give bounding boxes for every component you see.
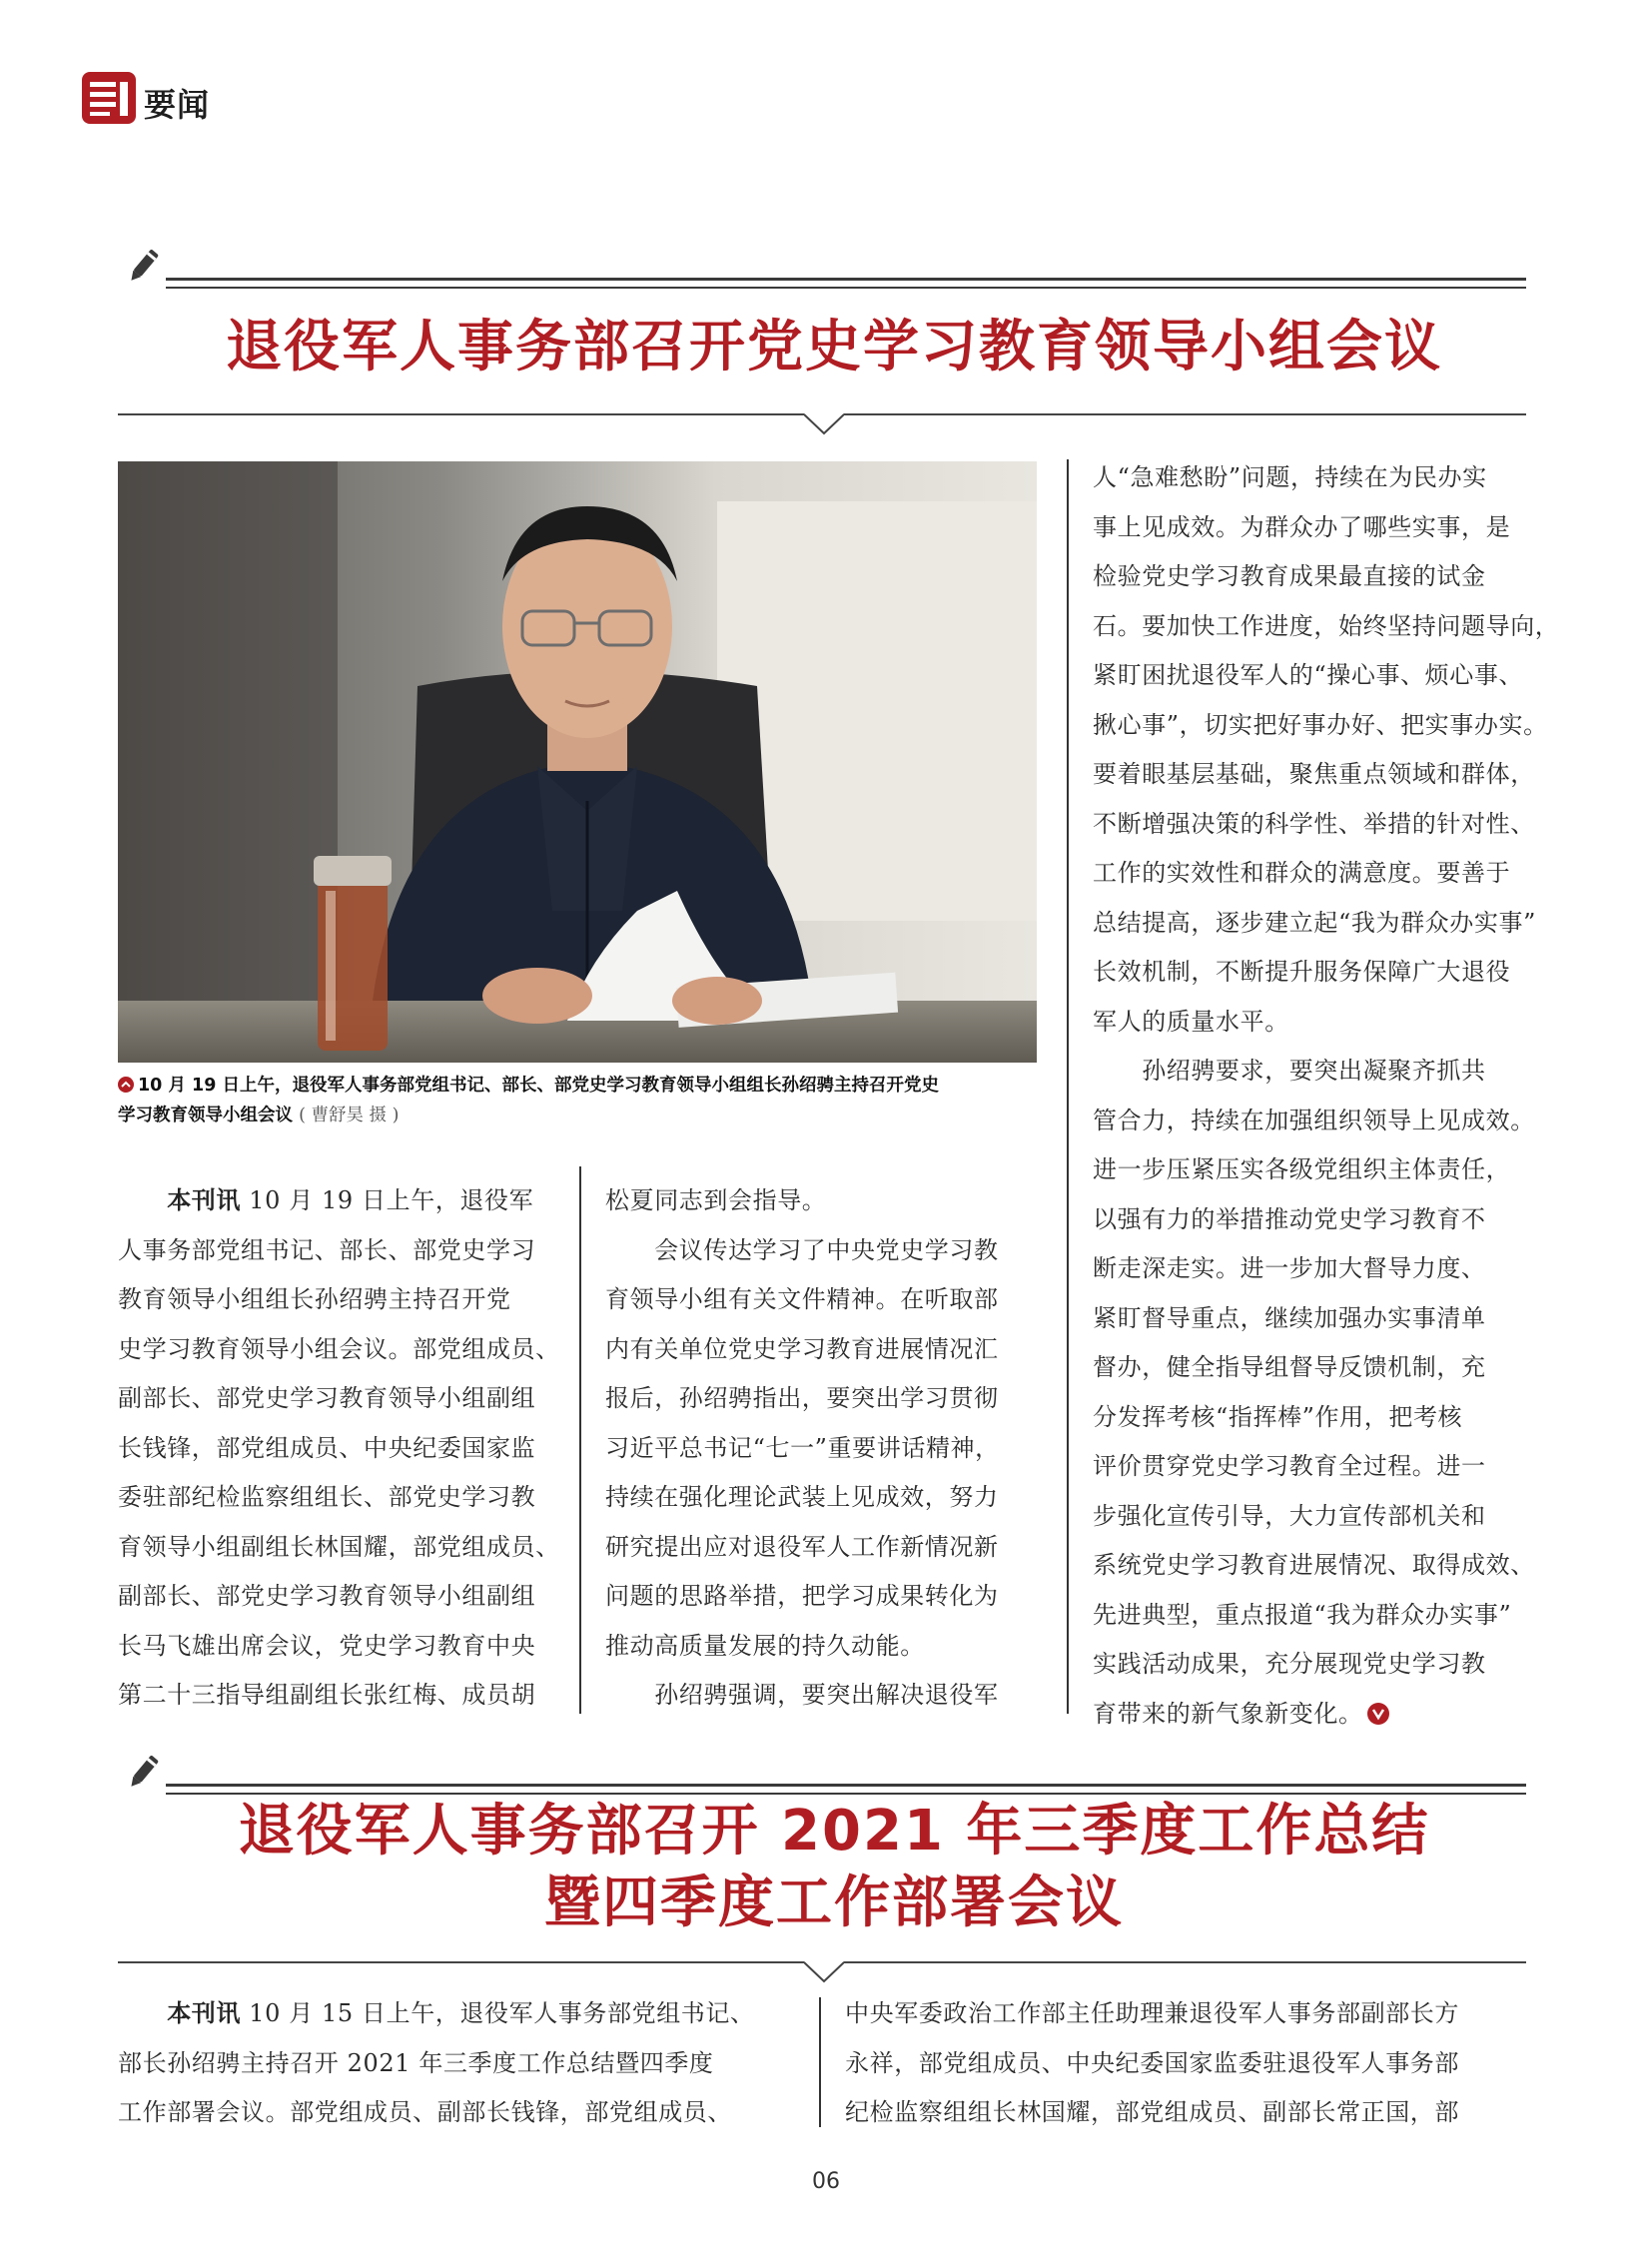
text-content: 实践活动成果，充分展现党史学习教 — [1093, 1650, 1486, 1678]
title-rule-top — [166, 1784, 1526, 1795]
text-line — [605, 1275, 1035, 1325]
text-line — [605, 1325, 1035, 1375]
notch-mark — [804, 1961, 844, 1985]
text-line — [118, 1523, 560, 1573]
text-line — [118, 1989, 797, 2039]
text-line — [1093, 651, 1532, 701]
column-separator — [819, 1997, 821, 2127]
text-content: 委驻部纪检监察组组长、部党史学习教 — [118, 1483, 536, 1511]
text-content: 副部长、部党史学习教育领导小组副组 — [118, 1384, 536, 1412]
text-line — [118, 1374, 547, 1424]
text-content: 石。要加快工作进度，始终坚持问题导向， — [1093, 611, 1560, 640]
article-title — [120, 1796, 1548, 1939]
meeting-photo — [118, 461, 1037, 1063]
text-content: 松夏同志到会指导。 — [605, 1186, 827, 1214]
text-line — [845, 2088, 1534, 2138]
text-content: 人事务部党组书记、部长、部党史学习 — [118, 1235, 536, 1264]
pen-icon — [124, 248, 162, 286]
text-line — [1093, 1195, 1532, 1245]
text-line — [118, 1671, 547, 1721]
text-line — [1093, 1294, 1532, 1344]
text-line — [118, 1275, 547, 1325]
text-content: 推动高质量发展的持久动能。 — [605, 1631, 925, 1660]
text-content: 持续在强化理论武装上见成效，努力 — [605, 1483, 999, 1511]
text-line — [605, 1572, 1035, 1622]
end-mark-icon — [1367, 1703, 1389, 1725]
text-content: 要着眼基层基础，聚焦重点领域和群体， — [1093, 760, 1535, 788]
text-line — [605, 1622, 1035, 1672]
text-content: 事上见成效。为群众办了哪些实事，是 — [1093, 512, 1511, 541]
photo-caption — [118, 1071, 1047, 1130]
text-content: 纪检监察组组长林国耀，部党组成员、副部长常正国，部 — [845, 2098, 1459, 2126]
text-content: 孙绍骋要求，要突出凝聚齐抓共 — [1093, 1057, 1486, 1085]
caption-text-line2: 学习教育领导小组会议 — [118, 1106, 293, 1125]
text-content: 紧盯督导重点，继续加强办实事清单 — [1093, 1303, 1486, 1332]
article1-column-right — [1093, 453, 1560, 1739]
page-number: 06 — [812, 2169, 840, 2194]
text-line — [1093, 1541, 1535, 1591]
article2-column-right — [845, 1989, 1534, 2138]
text-line — [1093, 1145, 1532, 1195]
article-title: 退役军人事务部召开党史学习教育领导小组会议 — [226, 315, 1442, 379]
text-content: 10 月 15 日上午，退役军人事务部党组书记、 — [241, 1999, 755, 2027]
text-line — [605, 1671, 1035, 1721]
text-line — [118, 1226, 547, 1276]
text-content: 以强有力的举措推动党史学习教育不 — [1093, 1204, 1486, 1233]
text-line — [118, 1424, 547, 1474]
text-content: 军人的质量水平。 — [1093, 1007, 1289, 1036]
text-content: 教育领导小组组长孙绍骋主持召开党 — [118, 1285, 511, 1313]
text-content: 报后，孙绍骋指出，要突出学习贯彻 — [605, 1384, 999, 1412]
text-content: 分发挥考核“指挥棒”作用，把考核 — [1093, 1402, 1463, 1431]
text-line — [1093, 1640, 1532, 1690]
text-content: 习近平总书记“七一”重要讲话精神， — [605, 1433, 1000, 1462]
text-content: 揪心事”，切实把好事办好、把实事办实。 — [1093, 710, 1548, 739]
text-content: 检验党史学习教育成果最直接的试金 — [1093, 562, 1486, 590]
text-content: 长效机制，不断提升服务保障广大退役 — [1093, 958, 1511, 986]
text-content: 长钱锋，部党组成员、中央纪委国家监 — [118, 1433, 536, 1462]
text-content: 研究提出应对退役军人工作新情况新 — [605, 1532, 999, 1561]
text-content: 进一步压紧压实各级党组织主体责任， — [1093, 1155, 1511, 1183]
text-content: 育领导小组副组长林国耀，部党组成员、 — [118, 1532, 560, 1561]
text-line — [605, 1226, 1035, 1276]
caption-text: 10 月 19 日上午，退役军人事务部党组书记、部长、部党史学习教育领导小组组长孙绍骋主持召开党史 — [138, 1076, 939, 1096]
text-line — [1093, 1097, 1535, 1146]
text-line — [118, 1176, 547, 1226]
text-content: 紧盯困扰退役军人的“操心事、烦心事、 — [1093, 661, 1524, 689]
text-line — [1093, 899, 1536, 949]
text-line — [605, 1374, 1035, 1424]
section-title: 要闻 — [144, 86, 211, 124]
photo-credit: ( 曹舒昊 摄 ) — [299, 1106, 400, 1125]
text-line — [605, 1176, 1035, 1226]
text-line — [605, 1523, 1035, 1573]
text-line — [1093, 1244, 1532, 1294]
text-content: 问题的思路举措，把学习成果转化为 — [605, 1582, 999, 1610]
text-content: 育带来的新气象新变化。 — [1093, 1699, 1363, 1728]
column-separator — [1067, 459, 1069, 1714]
text-line — [1093, 503, 1532, 553]
text-content: 中央军委政治工作部主任助理兼退役军人事务部副部长方 — [845, 1999, 1459, 2027]
text-line — [1093, 1492, 1532, 1542]
lead-label: 本刊讯 — [167, 1186, 242, 1214]
text-line — [1093, 1047, 1532, 1097]
text-content: 部长孙绍骋主持召开 2021 年三季度工作总结暨四季度 — [118, 2048, 714, 2077]
text-line — [845, 2039, 1534, 2089]
text-line — [1093, 701, 1548, 751]
text-content: 评价贯穿党史学习教育全过程。进一 — [1093, 1452, 1486, 1480]
text-line — [1093, 1343, 1532, 1393]
text-line — [1093, 800, 1535, 850]
text-line — [845, 1989, 1534, 2039]
text-content: 工作部署会议。部党组成员、副部长钱锋，部党组成员、 — [118, 2098, 732, 2126]
camera-caption-icon — [118, 1077, 134, 1093]
text-content: 断走深走实。进一步加大督导力度、 — [1093, 1254, 1486, 1282]
text-content: 步强化宣传引导，大力宣传部机关和 — [1093, 1501, 1486, 1530]
text-content: 人“急难愁盼”问题，持续在为民办实 — [1093, 463, 1487, 491]
text-line — [1093, 998, 1532, 1048]
text-line — [118, 1572, 547, 1622]
text-line — [1093, 1690, 1532, 1740]
text-content: 管合力，持续在加强组织领导上见成效。 — [1093, 1106, 1535, 1134]
lead-label: 本刊讯 — [167, 1999, 242, 2027]
text-content: 总结提高，逐步建立起“我为群众办实事” — [1093, 908, 1536, 937]
text-content: 孙绍骋强调，要突出解决退役军 — [605, 1681, 999, 1709]
text-content: 工作的实效性和群众的满意度。要善于 — [1093, 859, 1511, 887]
text-content: 第二十三指导组副组长张红梅、成员胡 — [118, 1681, 536, 1709]
title-rule-top — [166, 278, 1526, 289]
text-line — [118, 2039, 797, 2089]
column-separator — [579, 1166, 581, 1714]
text-line — [1093, 849, 1532, 899]
text-content: 督办，健全指导组督导反馈机制，充 — [1093, 1353, 1486, 1381]
text-content: 长马飞雄出席会议，党史学习教育中央 — [118, 1631, 536, 1660]
text-line — [118, 1622, 547, 1672]
text-content: 会议传达学习了中央党史学习教 — [605, 1235, 999, 1264]
text-line — [1093, 948, 1532, 998]
article1-column-left — [118, 1176, 560, 1721]
article1-column-middle — [605, 1176, 1035, 1721]
text-line — [118, 2088, 797, 2138]
text-line — [605, 1473, 1035, 1523]
text-content: 永祥，部党组成员、中央纪委国家监委驻退役军人事务部 — [845, 2048, 1459, 2077]
text-line — [118, 1325, 560, 1375]
text-line — [1093, 1591, 1532, 1641]
text-content: 先进典型，重点报道“我为群众办实事” — [1093, 1600, 1512, 1629]
article-title-line2: 暨四季度工作部署会议 — [544, 1870, 1124, 1935]
article-title-line1: 退役军人事务部召开 2021 年三季度工作总结 — [238, 1799, 1430, 1864]
text-content: 不断增强决策的科学性、举措的针对性、 — [1093, 809, 1535, 838]
text-line — [1093, 750, 1535, 800]
text-content: 系统党史学习教育进展情况、取得成效、 — [1093, 1551, 1535, 1579]
text-line — [1093, 1442, 1532, 1492]
text-content: 10 月 19 日上午，退役军 — [241, 1186, 534, 1214]
notch-mark — [804, 413, 844, 437]
text-content: 副部长、部党史学习教育领导小组副组 — [118, 1582, 536, 1610]
text-line — [1093, 1393, 1532, 1443]
article2-column-left — [118, 1989, 797, 2138]
section-logo-icon — [82, 72, 136, 124]
text-line — [1093, 552, 1532, 602]
text-line — [1093, 602, 1560, 652]
text-content: 育领导小组有关文件精神。在听取部 — [605, 1285, 999, 1313]
pen-icon — [124, 1754, 162, 1792]
text-content: 史学习教育领导小组会议。部党组成员、 — [118, 1334, 560, 1363]
text-line — [1093, 453, 1532, 503]
text-content: 内有关单位党史学习教育进展情况汇 — [605, 1334, 999, 1363]
text-line — [605, 1424, 1035, 1474]
text-line — [118, 1473, 547, 1523]
